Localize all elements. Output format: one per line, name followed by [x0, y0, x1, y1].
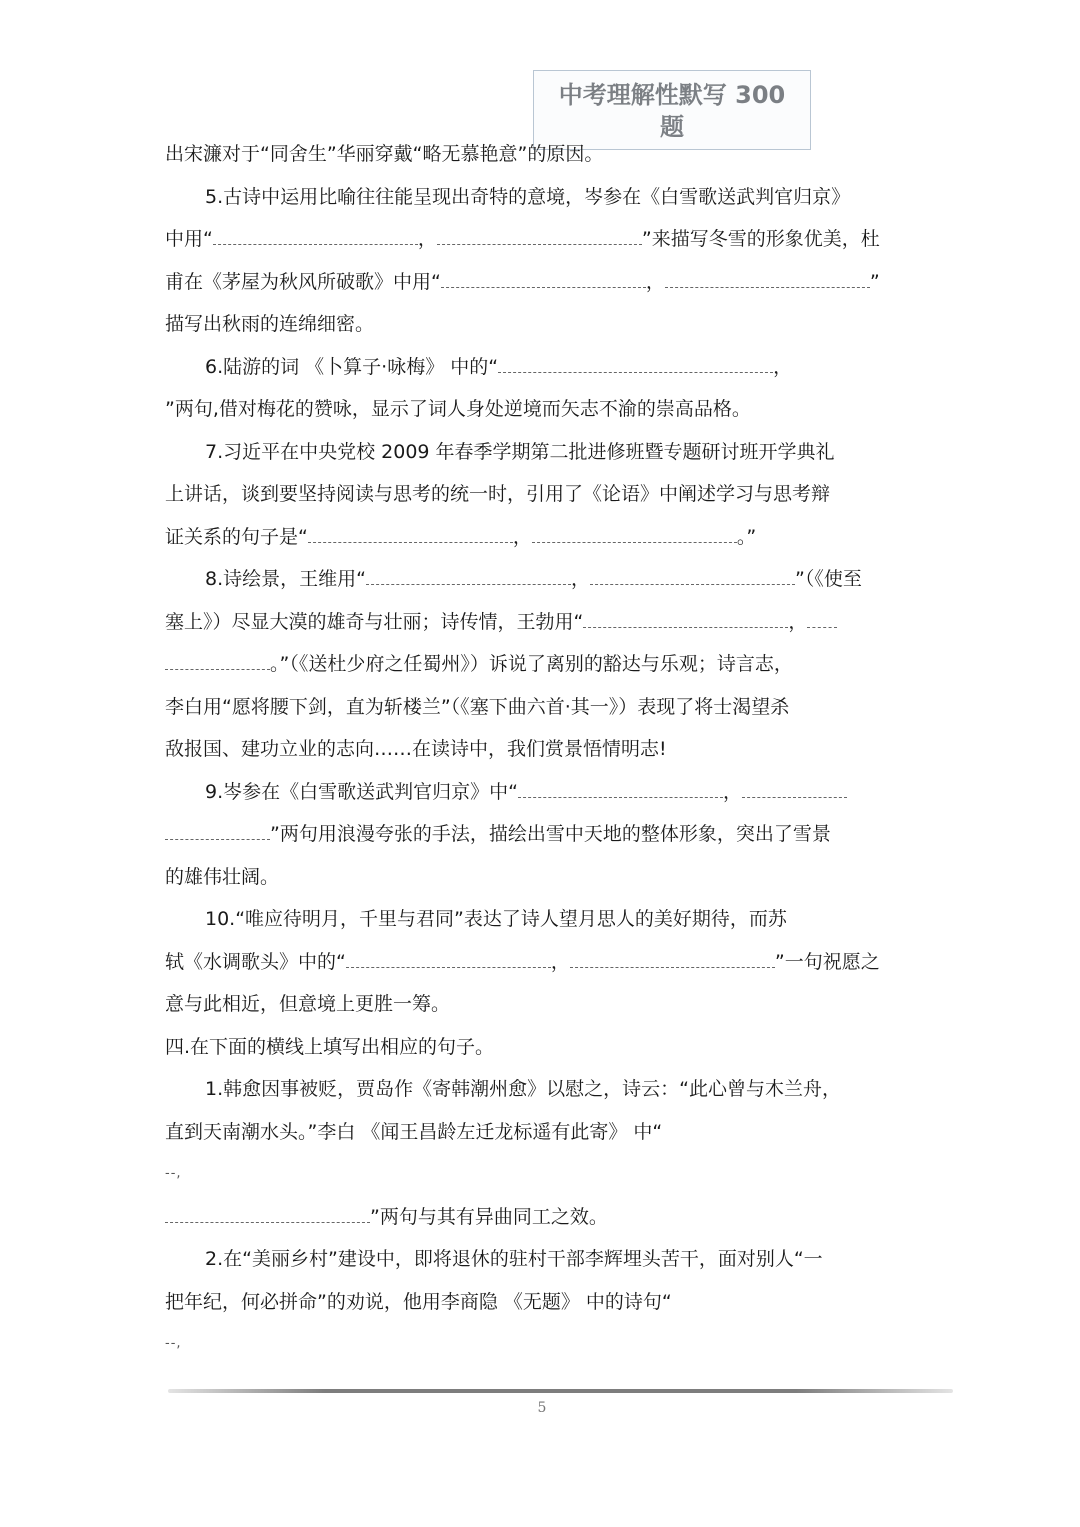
text: 。”（《送杜少府之任蜀州》）诉说了离别的豁达与乐观；诗言志， — [270, 653, 793, 675]
question-8-line-3 — [165, 643, 920, 686]
text: ， — [722, 780, 742, 803]
answer-blank[interactable] — [532, 522, 737, 543]
text: ” — [869, 270, 880, 293]
answer-blank[interactable] — [570, 947, 775, 968]
text: 轼《水调歌头》中的“ — [165, 950, 346, 973]
answer-blank[interactable] — [165, 1202, 370, 1223]
text: ”一句祝愿之 — [774, 950, 880, 973]
answer-blank[interactable] — [165, 819, 270, 840]
text: ”（《使至 — [795, 568, 862, 590]
question-5-line-4: 描写出秋雨的连绵细密。 — [165, 313, 375, 335]
question-5-line-2 — [165, 218, 920, 261]
text: ”两句用浪漫夸张的手法，描绘出雪中天地的整体形象，突出了雪景 — [270, 823, 831, 845]
section-4-question-1-line-1: 1.韩愈因事被贬，贾岛作《寄韩潮州愈》以慰之，诗云：“此心曾与木兰舟， — [205, 1078, 841, 1100]
header-title-line1: 中考理解性默写 300 — [558, 81, 786, 109]
question-7-line-3 — [165, 516, 920, 559]
answer-blank[interactable] — [807, 607, 837, 628]
footer-divider — [168, 1389, 953, 1393]
question-9-line-1 — [165, 771, 920, 814]
answer-blank[interactable] — [165, 649, 270, 670]
answer-blank[interactable] — [590, 564, 795, 585]
answer-blank[interactable] — [742, 777, 847, 798]
text: 塞上》）尽显大漠的雄奇与壮丽；诗传情，王勃用“ — [165, 610, 584, 633]
answer-blank[interactable] — [665, 267, 870, 288]
section-4-question-1-line-3: --, — [165, 1166, 182, 1181]
text: ， — [788, 610, 808, 633]
text: ， — [417, 228, 437, 250]
section-4-question-2-line-2: 把年纪，何必拼命”的劝说，他用李商隐 《无题》 中的诗句“ — [165, 1290, 672, 1313]
question-8-line-1 — [165, 558, 920, 601]
question-10-line-1: 10.“唯应待明月，千里与君同”表达了诗人望月思人的美好期待，而苏 — [205, 908, 787, 930]
text: ， — [550, 950, 570, 973]
document-body — [165, 133, 920, 1366]
section-4-question-2-line-3: --, — [165, 1336, 182, 1351]
section-4-question-1-line-2: 直到天南潮水头。”李白 《闻王昌龄左迁龙标遥有此寄》 中“ — [165, 1120, 663, 1143]
question-6-line-2: ”两句,借对梅花的赞咏，显示了词人身处逆境而矢志不渝的崇高品格。 — [165, 398, 751, 420]
question-6-line-1 — [165, 346, 920, 389]
section-4-heading: 四.在下面的横线上填写出相应的句子。 — [165, 1035, 495, 1058]
question-8-line-4: 李白用“愿将腰下剑，直为斩楼兰”（《塞下曲六首·其一》）表现了将士渴望杀 — [165, 695, 790, 718]
question-8-line-5: 敌报国、建功立业的志向……在读诗中，我们赏景悟情明志! — [165, 738, 667, 760]
text: 9.岑参在《白雪歌送武判官归京》中“ — [205, 780, 518, 803]
answer-blank[interactable] — [441, 267, 646, 288]
text: 6.陆游的词 《卜算子·咏梅》 中的“ — [205, 355, 499, 378]
question-10-line-2 — [165, 941, 920, 984]
question-7-line-2: 上讲话，谈到要坚持阅读与思考的统一时，引用了《论语》中阐述学习与思考辩 — [165, 483, 831, 505]
text: 证关系的句子是“ — [165, 525, 308, 548]
answer-blank[interactable] — [437, 224, 642, 245]
answer-blank[interactable] — [213, 224, 418, 245]
page-number: 5 — [537, 1400, 547, 1416]
question-9-line-3: 的雄伟壮阔。 — [165, 865, 280, 888]
question-7-line-1: 7.习近平在中央党校 2009 年春季学期第二批进修班暨专题研讨班开学典礼 — [205, 440, 835, 463]
answer-blank[interactable] — [498, 352, 773, 373]
text: ， — [645, 270, 665, 293]
question-5-line-1: 5.古诗中运用比喻往往能呈现出奇特的意境，岑参在《白雪歌送武判官归京》 — [205, 185, 851, 208]
text: ， — [512, 525, 532, 548]
answer-blank[interactable] — [518, 777, 723, 798]
text: 甫在《茅屋为秋风所破歌》中用“ — [165, 270, 441, 293]
question-5-line-3 — [165, 261, 920, 304]
text: 。” — [736, 525, 757, 548]
answer-blank[interactable] — [366, 564, 571, 585]
answer-blank[interactable] — [583, 607, 788, 628]
text: ， — [773, 355, 793, 378]
text: ”两句与其有异曲同工之效。 — [370, 1205, 608, 1228]
section-4-question-2-line-1: 2.在“美丽乡村”建设中，即将退休的驻村干部李辉埋头苦干，面对别人“一 — [205, 1248, 823, 1270]
text: 中用“ — [165, 228, 213, 250]
text: ”来描写冬雪的形象优美，杜 — [641, 228, 880, 250]
section-4-question-1-line-4 — [165, 1196, 920, 1239]
question-8-line-2 — [165, 601, 920, 644]
question-10-line-3: 意与此相近，但意境上更胜一筹。 — [165, 993, 451, 1015]
text: ， — [570, 568, 590, 590]
header-title-line2: 题 — [660, 113, 684, 141]
question-9-line-2 — [165, 813, 920, 856]
text-line: 出宋濂对于“同舍生”华丽穿戴“略无慕艳意”的原因。 — [165, 143, 604, 165]
answer-blank[interactable] — [308, 522, 513, 543]
text: 8.诗绘景，王维用“ — [205, 568, 366, 590]
answer-blank[interactable] — [346, 947, 551, 968]
